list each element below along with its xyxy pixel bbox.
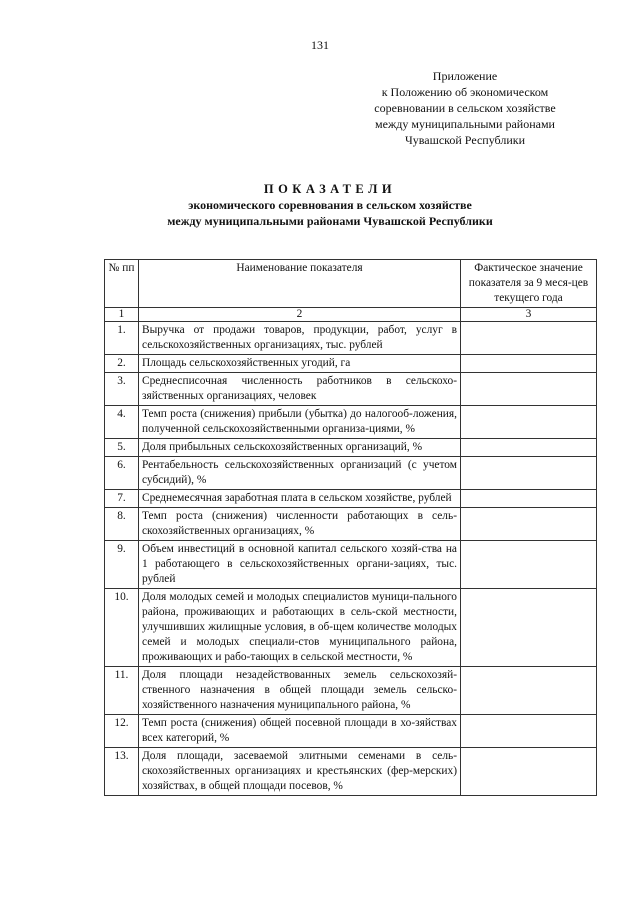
row-number: 8. (105, 508, 139, 541)
row-number: 5. (105, 439, 139, 457)
row-number: 12. (105, 715, 139, 748)
title-subtitle-line: между муниципальными районами Чувашской Республики (167, 214, 493, 228)
column-index-row (105, 308, 597, 322)
row-value (461, 589, 597, 667)
table-row (105, 589, 597, 667)
row-indicator-name: Доля молодых семей и молодых специалистов муници-пального района, проживающих и работающих в сель-ской местности, улучшивших жилищные условия, в об-щем количестве молодых семей и молодых специали-стов муниципального района, проживающих и рабо-тающих в сельской местности, % (139, 589, 461, 667)
row-value (461, 490, 597, 508)
row-indicator-name: Объем инвестиций в основной капитал сельского хозяй-ства на 1 работающего в сельскохозяйственных органи-зациях, тыс. рублей (139, 541, 461, 589)
appendix-line: к Положению об экономическом (381, 85, 549, 99)
row-number: 3. (105, 373, 139, 406)
table-row (105, 406, 597, 439)
row-number: 13. (105, 748, 139, 796)
table-row (105, 667, 597, 715)
indicators-table (104, 259, 597, 796)
row-value (461, 541, 597, 589)
row-value (461, 457, 597, 490)
row-number: 9. (105, 541, 139, 589)
table-row (105, 748, 597, 796)
column-index: 2 (139, 308, 461, 322)
appendix-line: Чувашской Республики (404, 133, 526, 147)
row-value (461, 355, 597, 373)
row-indicator-name: Доля площади незадействованных земель сельскохозяй-ственного назначения в общей площади земель сельско-хозяйственного назначения муниципального района, % (139, 667, 461, 715)
document-title (110, 181, 550, 229)
row-value (461, 439, 597, 457)
header-num: № пп (105, 260, 139, 308)
table-row (105, 355, 597, 373)
header-name: Наименование показателя (139, 260, 461, 308)
row-number: 10. (105, 589, 139, 667)
title-main: ПОКАЗАТЕЛИ (263, 182, 397, 196)
column-index: 1 (105, 308, 139, 322)
row-indicator-name: Темп роста (снижения) прибыли (убытка) до налогооб-ложения, полученной сельскохозяйственными организа-циями, % (139, 406, 461, 439)
row-indicator-name: Среднесписочная численность работников в сельскохо-зяйственных организациях, человек (139, 373, 461, 406)
row-value (461, 373, 597, 406)
row-number: 7. (105, 490, 139, 508)
column-index: 3 (461, 308, 597, 322)
appendix-line: между муниципальными районами (375, 117, 555, 131)
row-value (461, 715, 597, 748)
row-value (461, 748, 597, 796)
table-row (105, 490, 597, 508)
page-number: 131 (311, 38, 329, 52)
table-row (105, 439, 597, 457)
row-number: 11. (105, 667, 139, 715)
row-value (461, 406, 597, 439)
row-indicator-name: Рентабельность сельскохозяйственных организаций (с учетом субсидий), % (139, 457, 461, 490)
row-indicator-name: Выручка от продажи товаров, продукции, работ, услуг в сельскохозяйственных организациях, тыс. рублей (139, 322, 461, 355)
row-number: 4. (105, 406, 139, 439)
appendix-line: соревновании в сельском хозяйстве (374, 101, 556, 115)
table-row (105, 322, 597, 355)
table-row (105, 373, 597, 406)
table-row (105, 715, 597, 748)
row-value (461, 322, 597, 355)
row-number: 6. (105, 457, 139, 490)
row-indicator-name: Площадь сельскохозяйственных угодий, га (139, 355, 461, 373)
row-indicator-name: Доля площади, засеваемой элитными семенами в сель-скохозяйственных организациях и крестьянских (фер-мерских) хозяйствах, в общей площади посевов, % (139, 748, 461, 796)
row-indicator-name: Темп роста (снижения) общей посевной площади в хо-зяйствах всех категорий, % (139, 715, 461, 748)
table-row (105, 541, 597, 589)
table-header-row (105, 260, 597, 308)
table-row (105, 508, 597, 541)
appendix-line: Приложение (432, 69, 498, 83)
table-row (105, 457, 597, 490)
appendix-header (330, 68, 600, 148)
row-number: 1. (105, 322, 139, 355)
row-indicator-name: Доля прибыльных сельскохозяйственных организаций, % (139, 439, 461, 457)
row-indicator-name: Темп роста (снижения) численности работающих в сель-скохозяйственных организациях, % (139, 508, 461, 541)
row-value (461, 508, 597, 541)
header-value: Фактическое значение показателя за 9 меся-цев текущего года (461, 260, 597, 308)
title-subtitle-line: экономического соревнования в сельском хозяйстве (188, 198, 472, 212)
row-value (461, 667, 597, 715)
row-indicator-name: Среднемесячная заработная плата в сельском хозяйстве, рублей (139, 490, 461, 508)
row-number: 2. (105, 355, 139, 373)
